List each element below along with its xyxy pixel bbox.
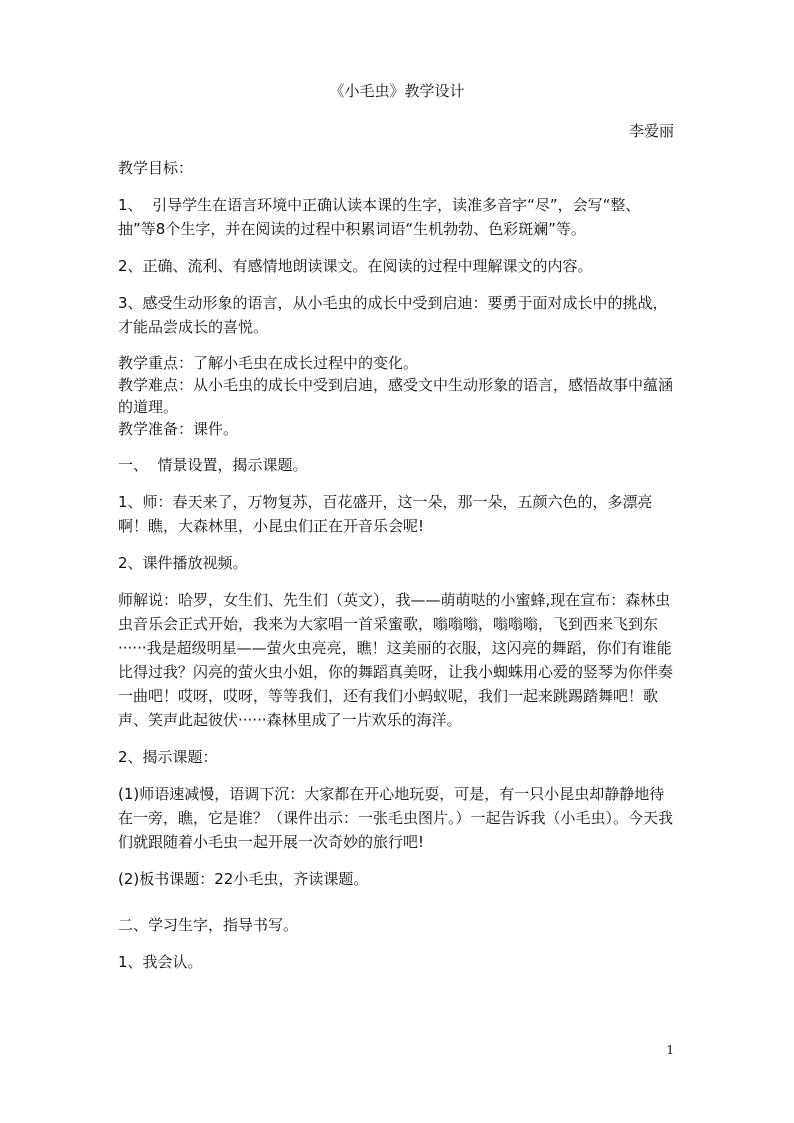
section-1-item-2: 2、课件播放视频。 (118, 554, 248, 572)
preparation: 教学准备：课件。 (118, 420, 239, 438)
page-number: 1 (666, 1043, 674, 1057)
document-body (118, 156, 678, 974)
goals-heading: 教学目标： (118, 159, 194, 177)
section-2-item-1: 1、我会认。 (118, 953, 203, 971)
section-1-item-3: 2、揭示课题： (118, 748, 218, 766)
goal-2: 2、正确、流利、有感情地朗读课文。在阅读的过程中理解课文的内容。 (118, 257, 593, 275)
section-1-heading: 一、 情景设置，揭示课题。 (118, 456, 308, 474)
section-2-heading: 二、学习生字，指导书写。 (118, 916, 299, 934)
difficulty: 教学难点：从小毛虫的成长中受到启迪，感受文中生动形象的语言，感悟故事中蕴涵的道理。 (118, 376, 674, 416)
key-point: 教学重点：了解小毛虫在成长过程中的变化。 (118, 354, 419, 372)
author-name: 李爱丽 (628, 122, 674, 140)
goal-1: 1、 引导学生在语言环境中正确认读本课的生字，读准多音字“尽”，会写“整、抽”等8个生字，并在阅读的过程中积累词语“生机勃勃、色彩斑斓”等。 (118, 196, 641, 238)
narration: 师解说：哈罗，女生们、先生们（英文），我——萌萌哒的小蜜蜂,现在宣布：森林虫虫音乐会正式开始，我来为大家唱一首采蜜歌，嗡嗡嗡，嗡嗡嗡，飞到西来飞到东······我是超级明星——萤火虫亮亮，瞧！这美丽的衣服，这闪亮的舞蹈，你们有谁能比得过我？闪亮的萤火虫小姐，你的舞蹈真美呀，让我小蜘蛛用心爱的竖琴为你伴奏一曲吧！哎呀，哎呀，等等我们，还有我们小蚂蚁呢，我们一起来跳踢踏舞吧！歌声、笑声此起彼伏······森林里成了一片欢乐的海洋。 (118, 591, 674, 729)
document-title: 《小毛虫》教学设计 (329, 82, 465, 100)
goal-3: 3、感受生动形象的语言，从小毛虫的成长中受到启迪：要勇于面对成长中的挑战，才能品尝成长的喜悦。 (118, 294, 668, 336)
section-1-item-1: 1、师：春天来了，万物复苏，百花盛开，这一朵，那一朵，五颜六色的，多漂亮啊！瞧，大森林里，小昆虫们正在开音乐会呢! (118, 493, 653, 535)
sub-item-1: (1)师语速减慢，语调下沉：大家都在开心地玩耍，可是，有一只小昆虫却静静地待在一旁，瞧，它是谁？（课件出示：一张毛虫图片。）一起告诉我（小毛虫）。今天我们就跟随着小毛虫一起开展一次奇妙的旅行吧! (118, 785, 674, 851)
sub-item-2: (2)板书课题：22小毛虫，齐读课题。 (118, 870, 369, 888)
